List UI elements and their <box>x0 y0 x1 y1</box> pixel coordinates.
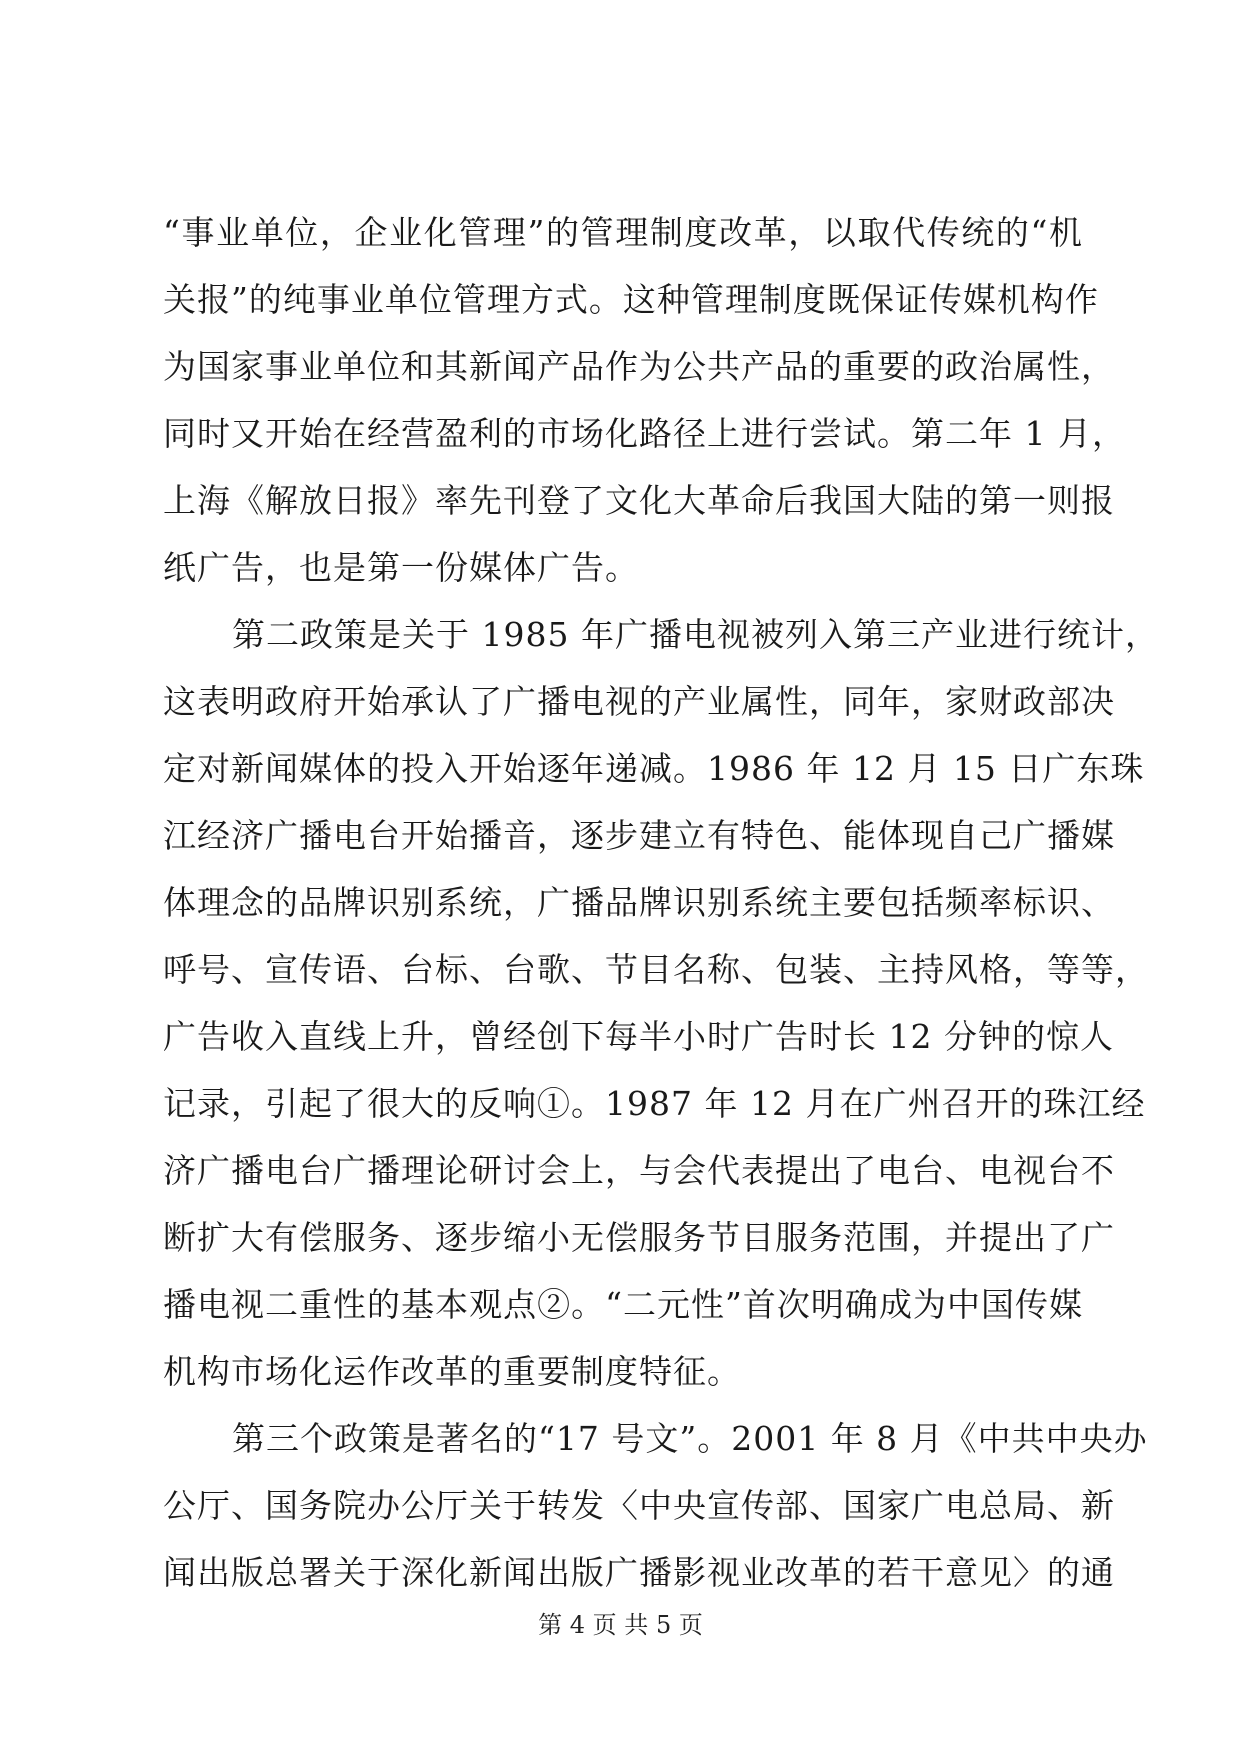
paragraph-2-line-7: 广告收入直线上升，曾经创下每半小时广告时长 12 分钟的惊人 <box>163 1017 1114 1056</box>
paragraph-3-line-2: 公厅、国务院办公厅关于转发〈中央宣传部、国家广电总局、新 <box>163 1486 1115 1525</box>
paragraph-3-line-3: 闻出版总署关于深化新闻出版广播影视业改革的若干意见〉的通 <box>163 1553 1115 1592</box>
paragraph-2-line-12: 机构市场化运作改革的重要制度特征。 <box>163 1352 741 1391</box>
paragraph-2-line-1: 第二政策是关于 1985 年广播电视被列入第三产业进行统计， <box>232 615 1159 654</box>
paragraph-1-line-4: 同时又开始在经营盈利的市场化路径上进行尝试。第二年 1 月， <box>163 414 1126 453</box>
paragraph-1-line-3: 为国家事业单位和其新闻产品作为公共产品的重要的政治属性， <box>163 347 1115 386</box>
paragraph-3-line-1: 第三个政策是著名的“17 号文”。2001 年 8 月《中共中央办 <box>232 1419 1148 1458</box>
paragraph-1-line-5: 上海《解放日报》率先刊登了文化大革命后我国大陆的第一则报 <box>163 481 1115 520</box>
paragraph-2-line-6: 呼号、宣传语、台标、台歌、节目名称、包装、主持风格，等等， <box>163 950 1149 989</box>
paragraph-2-line-4: 江经济广播电台开始播音，逐步建立有特色、能体现自己广播媒 <box>163 816 1115 855</box>
paragraph-2-line-8: 记录，引起了很大的反响①。1987 年 12 月在广州召开的珠江经 <box>163 1084 1146 1123</box>
paragraph-1-line-1: “事业单位，企业化管理”的管理制度改革，以取代传统的“机 <box>163 213 1083 252</box>
paragraph-1-line-2: 关报”的纯事业单位管理方式。这种管理制度既保证传媒机构作 <box>163 280 1099 319</box>
paragraph-2-line-5: 体理念的品牌识别系统，广播品牌识别系统主要包括频率标识、 <box>163 883 1115 922</box>
paragraph-2-line-9: 济广播电台广播理论研讨会上，与会代表提出了电台、电视台不 <box>163 1151 1115 1190</box>
paragraph-2-line-10: 断扩大有偿服务、逐步缩小无偿服务节目服务范围，并提出了广 <box>163 1218 1115 1257</box>
paragraph-1-line-6: 纸广告，也是第一份媒体广告。 <box>163 548 639 587</box>
paragraph-2-line-3: 定对新闻媒体的投入开始逐年递减。1986 年 12 月 15 日广东珠 <box>163 749 1145 788</box>
paragraph-2-line-11: 播电视二重性的基本观点②。“二元性”首次明确成为中国传媒 <box>163 1285 1083 1324</box>
paragraph-2-line-2: 这表明政府开始承认了广播电视的产业属性，同年，家财政部决 <box>163 682 1115 721</box>
page-number-footer: 第 4 页 共 5 页 <box>538 1611 703 1639</box>
